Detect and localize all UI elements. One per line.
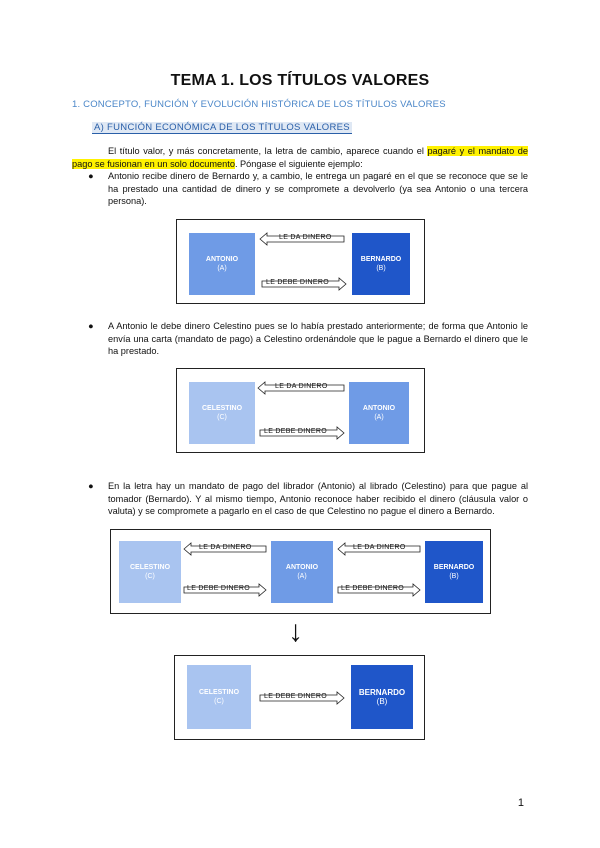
down-arrow-icon: ↓	[288, 615, 303, 648]
section-heading: 1. CONCEPTO, FUNCIÓN Y EVOLUCIÓN HISTÓRICA DE LOS TÍTULOS VALORES	[72, 99, 446, 110]
arrow-label: LE DA DINERO	[353, 544, 406, 551]
party-code: (B)	[449, 573, 459, 580]
party-name: ANTONIO	[362, 405, 396, 412]
party-code: (C)	[145, 573, 155, 580]
party-name: BERNARDO	[358, 688, 406, 697]
arrow-label: LE DEBE DINERO	[187, 585, 250, 592]
intro-paragraph	[72, 145, 528, 170]
party-box-antonio	[189, 233, 255, 295]
arrow-le-da-dinero	[337, 542, 421, 556]
bullet-icon: ●	[88, 321, 94, 331]
party-box-celestino	[119, 541, 181, 603]
arrow-label: LE DEBE DINERO	[264, 693, 327, 700]
party-name: BERNARDO	[433, 564, 475, 571]
party-code: (B)	[376, 265, 386, 272]
party-name: ANTONIO	[285, 564, 319, 571]
diagram-three-parties	[110, 529, 491, 614]
page-number: 1	[517, 797, 524, 809]
arrow-le-da-dinero	[257, 381, 345, 395]
arrow-le-debe-dinero	[261, 277, 347, 291]
party-box-celestino	[189, 382, 255, 444]
diagram-celestino-bernardo	[174, 655, 425, 740]
arrow-label: LE DA DINERO	[199, 544, 252, 551]
intro-highlight: pagaré y el mandato de pago se fusionan en un solo documento	[72, 146, 528, 169]
party-code: (C)	[214, 698, 224, 705]
bullet-item	[88, 170, 528, 208]
diagram-celestino-antonio	[176, 368, 425, 453]
party-code: (A)	[374, 414, 384, 421]
arrow-le-debe-dinero	[259, 426, 345, 440]
party-code: (A)	[217, 265, 227, 272]
party-name: BERNARDO	[360, 256, 402, 263]
party-code: (C)	[217, 414, 227, 421]
bullet-text: A Antonio le debe dinero Celestino pues se lo había prestado anteriormente; de forma que Antonio le envía una carta (mandato de pago) a Celestino ordenándole que le pague a Bernardo el dinero que le ha prestado.	[108, 321, 528, 357]
arrow-le-da-dinero	[259, 232, 345, 246]
arrow-le-da-dinero	[183, 542, 267, 556]
subsection-heading: A) FUNCIÓN ECONÓMICA DE LOS TÍTULOS VALORES	[94, 122, 350, 133]
bullet-icon: ●	[88, 481, 94, 491]
arrow-label: LE DEBE DINERO	[341, 585, 404, 592]
intro-text-1: El título valor, y más concretamente, la letra de cambio, aparece cuando el	[108, 146, 428, 156]
party-box-bernardo	[425, 541, 483, 603]
diagram-antonio-bernardo	[176, 219, 425, 304]
bullet-item	[88, 320, 528, 358]
party-code: (B)	[376, 697, 388, 706]
party-box-antonio	[349, 382, 409, 444]
arrow-le-debe-dinero	[337, 583, 421, 597]
document-title: TEMA 1. LOS TÍTULOS VALORES	[170, 72, 430, 89]
arrow-label: LE DA DINERO	[279, 234, 332, 241]
bullet-text: En la letra hay un mandato de pago del librador (Antonio) al librado (Celestino) para que pague al tomador (Bernardo). Y al mismo tiempo, Antonio reconoce haber recibido el dinero (cláusula valor o valuta) y se compromete a pagarlo en el caso de que Celestino no pague el dinero a Bernardo.	[108, 481, 528, 517]
arrow-label: LE DEBE DINERO	[264, 428, 327, 435]
bullet-text: Antonio recibe dinero de Bernardo y, a cambio, le entrega un pagaré en el que se reconoce que se le ha prestado una cantidad de dinero y se compromete a devolverlo (ya sea Antonio o una tercera persona).	[108, 171, 528, 207]
arrow-label: LE DA DINERO	[275, 383, 328, 390]
party-name: CELESTINO	[198, 689, 240, 696]
arrow-label: LE DEBE DINERO	[266, 279, 329, 286]
arrow-le-debe-dinero	[259, 691, 345, 705]
bullet-icon: ●	[88, 171, 94, 181]
party-box-bernardo	[352, 233, 410, 295]
arrow-le-debe-dinero	[183, 583, 267, 597]
party-box-bernardo	[351, 665, 413, 729]
party-name: CELESTINO	[129, 564, 171, 571]
party-name: CELESTINO	[201, 405, 243, 412]
party-name: ANTONIO	[205, 256, 239, 263]
bullet-item	[88, 480, 528, 518]
party-box-celestino	[187, 665, 251, 729]
party-box-antonio	[271, 541, 333, 603]
intro-text-2: . Póngase el siguiente ejemplo:	[234, 158, 363, 169]
party-code: (A)	[297, 573, 307, 580]
